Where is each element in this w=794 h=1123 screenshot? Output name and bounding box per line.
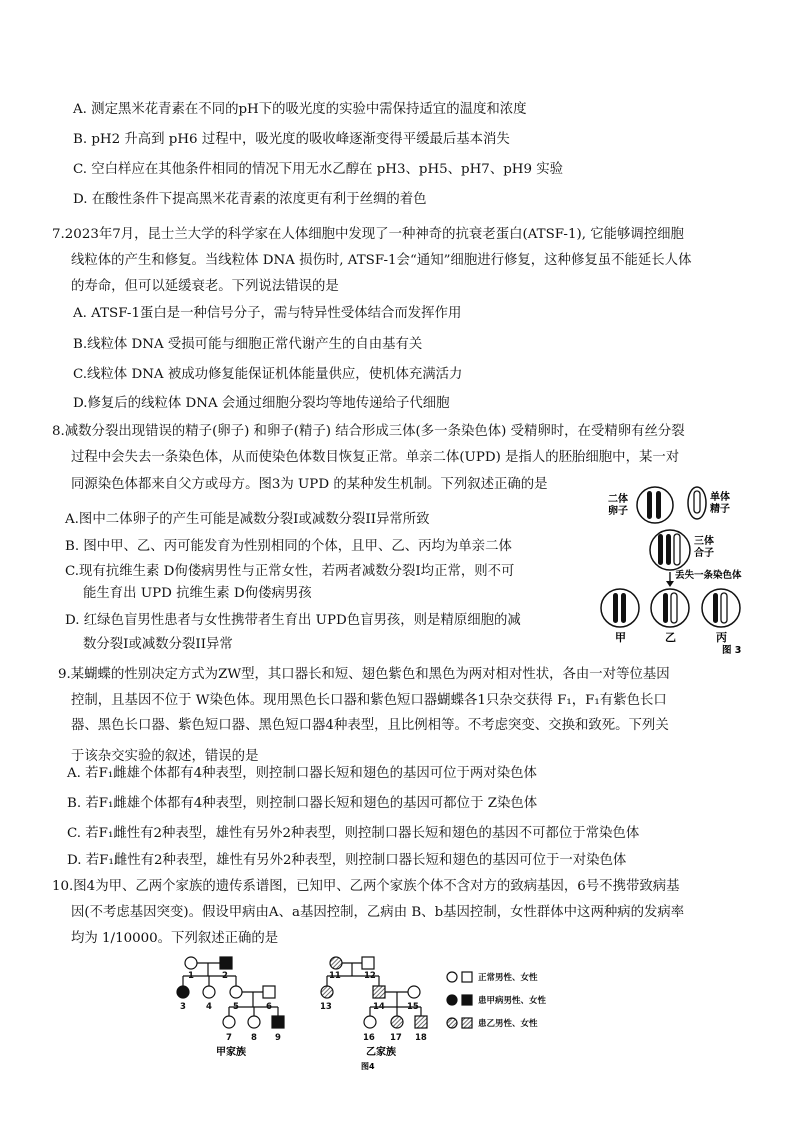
q10-stem-line-2: 因(不考虑基因突变)。假设甲病由A、a基因控制，乙病由 B、b基因控制，女性群体中这两种病的发病率	[71, 905, 685, 920]
num-13: 13	[320, 1002, 332, 1012]
cell-yi	[651, 589, 689, 627]
legend-disease-a-female-icon	[447, 995, 457, 1005]
cell-yi-chromosome-1	[663, 593, 668, 623]
arrow-head	[666, 581, 674, 587]
cell-jia-chromosome-1	[613, 593, 618, 623]
q8-option-b: B. 图中甲、乙、丙可能发育为性别相同的个体，且甲、乙、丙均为单亲二体	[65, 539, 512, 554]
q7-option-c: C.线粒体 DNA 被成功修复能保证机体能量供应，使机体充满活力	[73, 367, 463, 382]
arrow-label: 丢失一条染色体	[675, 570, 742, 581]
ind-16-female-normal	[364, 1016, 376, 1028]
q7-option-a: A. ATSF-1蛋白是一种信号分子，需与特异性受体结合而发挥作用	[73, 306, 462, 321]
zygote-chromosome-1	[658, 534, 663, 565]
legend-disease-a-male-icon	[462, 995, 472, 1005]
zygote-chromosome-3	[674, 534, 680, 565]
ind-11-female-disease-b	[330, 957, 342, 969]
legend-disease-b-label: 患乙男性、女性	[478, 1019, 538, 1029]
figure-3-caption: 图 3	[722, 645, 742, 656]
ind-5-female-normal	[230, 986, 242, 998]
zygote-label-1: 三体	[694, 536, 714, 547]
q9-option-d: D. 若F₁雌性有2种表型，雄性有另外2种表型，则控制口器长短和翅色的基因可位于一对染色体	[67, 853, 627, 868]
zygote-label-2: 合子	[694, 548, 714, 559]
ind-18-male-disease-b	[415, 1016, 427, 1028]
label-yi: 乙	[665, 631, 676, 644]
disomic-egg-cell	[637, 487, 673, 523]
q7-option-d: D.修复后的线粒体 DNA 会通过细胞分裂均等地传递给子代细胞	[73, 396, 450, 411]
num-11: 11	[329, 971, 341, 981]
num-17: 17	[390, 1033, 402, 1043]
q7-stem-line-2: 线粒体的产生和修复。当线粒体 DNA 损伤时, ATSF-1会“通知”细胞进行修复，这种修复虽不能延长人体	[71, 253, 692, 268]
legend-disease-b-female-icon	[447, 1018, 457, 1028]
egg-chromosome-1	[647, 491, 652, 519]
q8-stem-line-1: 8.减数分裂出现错误的精子(卵子) 和卵子(精子) 结合形成三体(多一条染色体) 受精卵时，在受精卵有丝分裂	[52, 424, 685, 439]
num-16: 16	[363, 1033, 375, 1043]
q8-stem-line-2: 过程中会失去一条染色体，从而使染色体数目恢复正常。单亲二体(UPD) 是指人的胚胎细胞中，某一对	[71, 450, 680, 465]
legend-disease-a-label: 患甲病男性、女性	[478, 996, 547, 1006]
legend-normal-female-icon	[447, 972, 457, 982]
q7-stem-line-3: 的寿命，但可以延缓衰老。下列说法错误的是	[71, 279, 339, 294]
q7-stem-line-1: 7.2023年7月，昆士兰大学的科学家在人体细胞中发现了一种神奇的抗衰老蛋白(ATSF-1), 它能够调控细胞	[52, 227, 684, 242]
q8-stem-line-3: 同源染色体都来自父方或母方。图3为 UPD 的某种发生机制。下列叙述正确的是	[71, 477, 548, 492]
cell-jia	[601, 589, 639, 627]
q8-option-d-line-2: 数分裂I或减数分裂II异常	[83, 637, 233, 652]
q10-stem-line-1: 10.图4为甲、乙两个家族的遗传系谱图，已知甲、乙两个家族个体不含对方的致病基因，6号不携带致病基	[52, 879, 680, 894]
q6-option-a: A. 测定黑米花青素在不同的pH下的吸光度的实验中需保持适宜的温度和浓度	[73, 102, 527, 117]
num-4: 4	[206, 1002, 212, 1012]
num-1: 1	[188, 971, 194, 981]
ind-2-male-disease-a	[220, 957, 232, 969]
cell-bing-chromosome-1	[713, 593, 718, 623]
ind-6-male-normal	[263, 986, 275, 998]
q8-option-c-line-1: C.现有抗维生素 D佝偻病男性与正常女性，若两者减数分裂I均正常，则不可	[65, 564, 515, 579]
num-8: 8	[251, 1033, 257, 1043]
figure-3-upd-mechanism	[594, 486, 764, 656]
num-18: 18	[415, 1033, 427, 1043]
q9-option-c: C. 若F₁雌性有2种表型，雄性有另外2种表型，则控制口器长短和翅色的基因不可都位于常染色体	[67, 826, 640, 841]
label-bing: 丙	[716, 631, 727, 644]
q7-option-b: B.线粒体 DNA 受损可能与细胞正常代谢产生的自由基有关	[73, 337, 423, 352]
sperm-label-2: 精子	[710, 504, 730, 515]
ind-12-male-normal	[362, 957, 374, 969]
q6-option-c: C. 空白样应在其他条件相同的情况下用无水乙醇在 pH3、pH5、pH7、pH9 实验	[73, 162, 564, 177]
label-jia: 甲	[615, 631, 626, 644]
num-6: 6	[266, 1002, 272, 1012]
legend-normal-male-icon	[462, 972, 472, 982]
egg-label-1: 二体	[608, 494, 628, 505]
legend-disease-b-male-icon	[462, 1018, 472, 1028]
ind-17-female-disease-b	[391, 1016, 403, 1028]
sperm-chromosome	[694, 491, 700, 513]
egg-label-2: 卵子	[608, 506, 628, 517]
sperm-label-1: 单体	[710, 492, 730, 503]
q10-stem-line-3: 均为 1/10000。下列叙述正确的是	[71, 931, 279, 946]
num-5: 5	[233, 1002, 239, 1012]
q9-option-b: B. 若F₁雌雄个体都有4种表型，则控制口器长短和翅色的基因可都位于 Z染色体	[67, 796, 538, 811]
cell-bing-chromosome-2	[721, 593, 727, 623]
q8-option-d-line-1: D. 红绿色盲男性患者与女性携带者生育出 UPD色盲男孩，则是精原细胞的减	[65, 613, 521, 628]
ind-13-female-disease-b	[321, 986, 333, 998]
ind-15-female-normal	[408, 986, 420, 998]
q6-option-b: B. pH2 升高到 pH6 过程中，吸光度的吸收峰逐渐变得平缓最后基本消失	[73, 132, 510, 147]
num-12: 12	[364, 971, 376, 981]
ind-7-female-normal	[223, 1016, 235, 1028]
ind-9-male-disease-a	[272, 1016, 284, 1028]
q9-stem-line-2: 控制，且基因不位于 W染色体。现用黑色长口器和紫色短口器蝴蝶各1只杂交获得 F₁，F₁有紫色长口	[71, 693, 667, 708]
ind-8-female-normal	[248, 1016, 260, 1028]
ind-4-female-normal	[203, 986, 215, 998]
egg-chromosome-2	[656, 491, 661, 519]
zygote-chromosome-2	[666, 534, 671, 565]
num-14: 14	[373, 1002, 385, 1012]
num-2: 2	[222, 971, 228, 981]
q8-option-c-line-2: 能生育出 UPD 抗维生素 D佝偻病男孩	[83, 586, 312, 601]
num-15: 15	[407, 1002, 419, 1012]
q6-option-d: D. 在酸性条件下提高黑米花青素的浓度更有利于丝绸的着色	[73, 192, 427, 207]
num-7: 7	[226, 1033, 232, 1043]
legend-normal-label: 正常男性、女性	[478, 973, 538, 983]
family-b-label: 乙家族	[366, 1047, 396, 1058]
ind-14-male-disease-b	[373, 986, 385, 998]
figure-4-caption: 图4	[361, 1062, 375, 1071]
q9-option-a: A. 若F₁雌雄个体都有4种表型，则控制口器长短和翅色的基因可位于两对染色体	[67, 766, 537, 781]
q8-option-a: A.图中二体卵子的产生可能是减数分裂I或减数分裂II异常所致	[65, 512, 430, 527]
cell-yi-chromosome-2	[671, 593, 677, 623]
num-9: 9	[275, 1033, 281, 1043]
q9-stem-line-3: 器、黑色长口器、紫色短口器、黑色短口器4种表型，且比例相等。不考虑突变、交换和致死。下列关	[71, 718, 669, 733]
ind-3-female-disease-a	[177, 986, 189, 998]
figure-4-pedigree	[170, 952, 590, 1074]
num-3: 3	[180, 1002, 186, 1012]
cell-jia-chromosome-2	[621, 593, 626, 623]
ind-1-female-normal	[185, 957, 197, 969]
family-a-label: 甲家族	[216, 1047, 246, 1058]
q9-stem-line-1: 9.某蝴蝶的性别决定方式为ZW型，其口器长和短、翅色紫色和黑色为两对相对性状，各由一对等位基因	[58, 667, 670, 682]
q9-stem-line-4: 于该杂交实验的叙述，错误的是	[71, 749, 259, 764]
